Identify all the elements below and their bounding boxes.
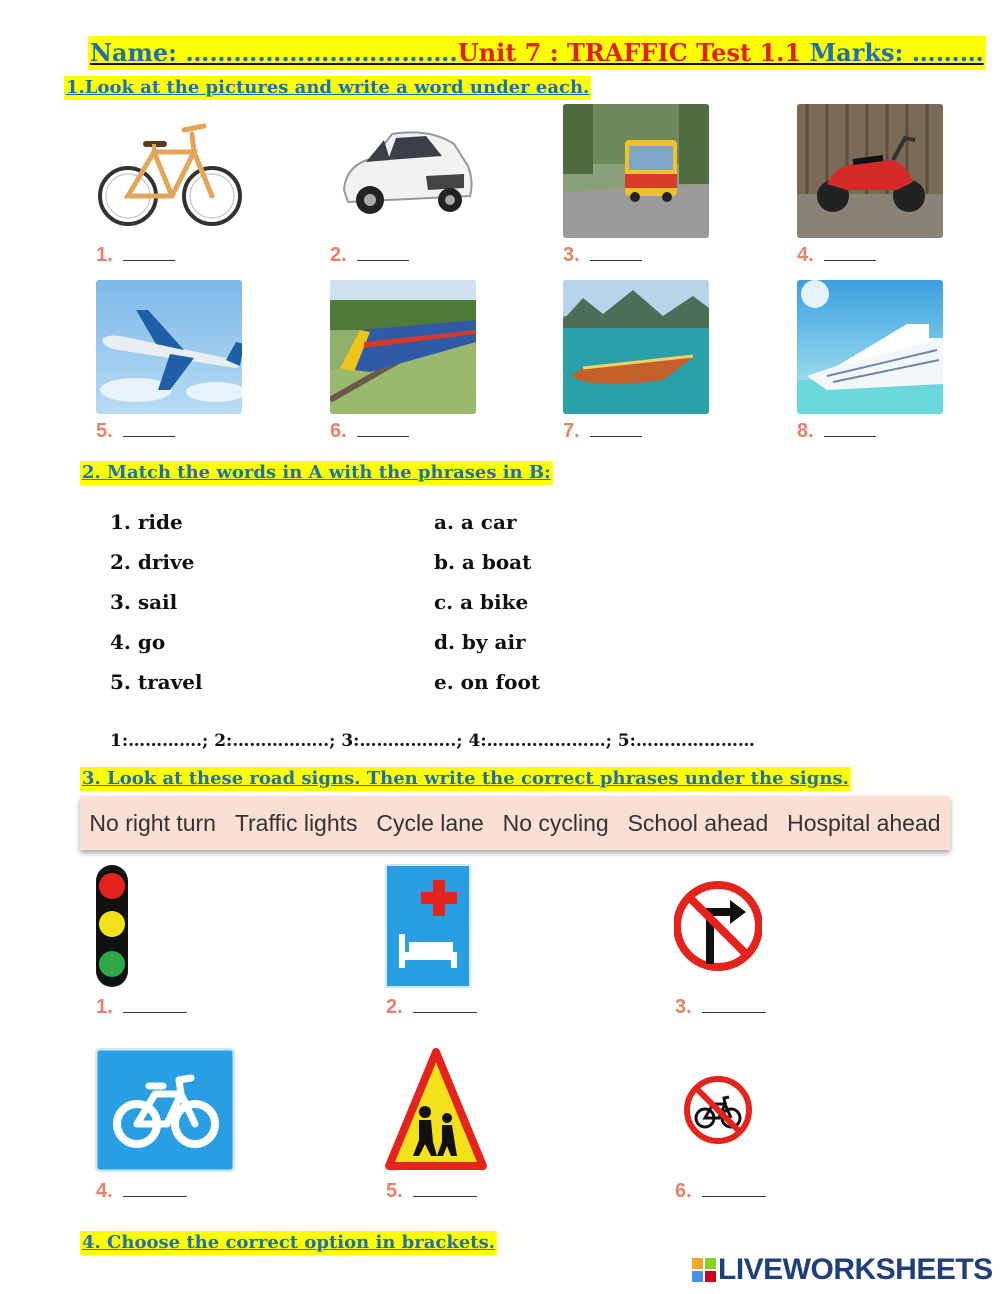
- picture-2-answer[interactable]: 2.: [330, 240, 409, 270]
- phrase-traffic-lights: Traffic lights: [234, 809, 358, 836]
- phrase-school-ahead: School ahead: [627, 809, 769, 836]
- hospital-sign: [385, 864, 471, 992]
- liveworksheets-logo: LIVEWORKSHEETS: [718, 1253, 993, 1286]
- match-phrase: c. a bike: [434, 590, 529, 614]
- school-ahead-sign: [385, 1048, 487, 1176]
- phrase-bank: [80, 796, 950, 850]
- match-word: 1. ride: [110, 510, 183, 534]
- match-answer-line[interactable]: 1:………….; 2:……………..; 3:……………..; 4:…………………; 5:…………………: [110, 731, 755, 751]
- no-right-turn-sign: [674, 864, 762, 992]
- page-title: [88, 36, 986, 70]
- sign-3-answer[interactable]: 3.: [675, 992, 766, 1022]
- car-image: [330, 104, 476, 238]
- no-cycling-sign: [683, 1058, 753, 1166]
- phrase-cycle-lane: Cycle lane: [376, 809, 484, 836]
- section2-heading: 2. Match the words in A with the phrases in B:: [82, 462, 551, 483]
- sign-4-answer[interactable]: 4.: [96, 1176, 187, 1206]
- sign-5-answer[interactable]: 5.: [386, 1176, 477, 1206]
- name-label: Name: …………………………….: [90, 38, 458, 67]
- match-word: 2. drive: [110, 550, 195, 574]
- cycle-lane-sign: [95, 1048, 235, 1176]
- sign-6-answer[interactable]: 6.: [675, 1176, 766, 1206]
- traffic-light-sign: [95, 864, 129, 992]
- picture-1-answer[interactable]: 1.: [96, 240, 175, 270]
- picture-3-answer[interactable]: 3.: [563, 240, 642, 270]
- sign-2-answer[interactable]: 2.: [386, 992, 477, 1022]
- match-phrase: e. on foot: [434, 670, 541, 694]
- match-word: 5. travel: [110, 670, 203, 694]
- phrase-hospital-ahead: Hospital ahead: [787, 809, 941, 836]
- sign-1-answer[interactable]: 1.: [96, 992, 187, 1022]
- section3-heading: 3. Look at these road signs. Then write the correct phrases under the signs.: [82, 768, 849, 789]
- match-word: 3. sail: [110, 590, 178, 614]
- match-phrase: a. a car: [434, 510, 517, 534]
- ship-image: [797, 280, 943, 414]
- boat-image: [563, 280, 709, 414]
- phrase-no-cycling: No cycling: [502, 809, 609, 836]
- match-column-a: [110, 507, 203, 697]
- section1-heading: 1.Look at the pictures and write a word under each.: [66, 77, 590, 98]
- unit-label: Unit 7 : TRAFFIC Test 1.1: [457, 38, 802, 67]
- match-column-b: [434, 507, 540, 697]
- picture-4-answer[interactable]: 4.: [797, 240, 876, 270]
- match-phrase: d. by air: [434, 630, 526, 654]
- plane-image: [96, 280, 242, 414]
- liveworksheets-logo-icon: [692, 1258, 716, 1286]
- section4-heading: 4. Choose the correct option in brackets.: [82, 1232, 496, 1253]
- match-phrase: b. a boat: [434, 550, 532, 574]
- bicycle-image: [96, 104, 242, 238]
- picture-5-answer[interactable]: 5.: [96, 416, 175, 446]
- train-image: [330, 280, 476, 414]
- picture-6-answer[interactable]: 6.: [330, 416, 409, 446]
- picture-7-answer[interactable]: 7.: [563, 416, 642, 446]
- picture-8-answer[interactable]: 8.: [797, 416, 876, 446]
- bus-image: [563, 104, 709, 238]
- marks-label: Marks: ………: [801, 38, 984, 67]
- phrase-no-right-turn: No right turn: [89, 809, 216, 836]
- motorbike-image: [797, 104, 943, 238]
- match-word: 4. go: [110, 630, 166, 654]
